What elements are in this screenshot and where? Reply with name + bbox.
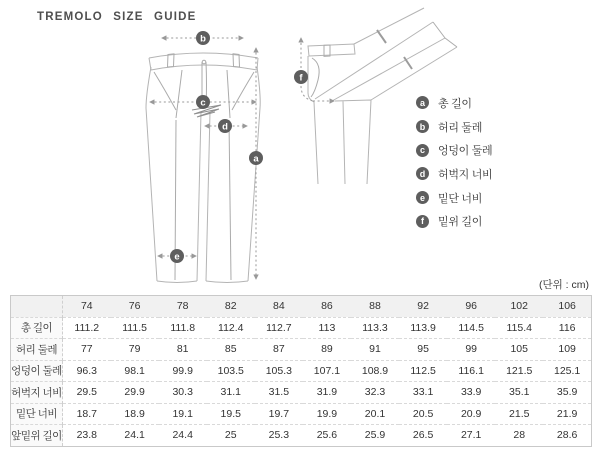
table-cell: 23.8 (63, 425, 111, 447)
legend-item-d (416, 162, 492, 186)
table-cell: 85 (207, 339, 255, 361)
table-col-header: 74 (63, 296, 111, 318)
table-cell: 99.9 (159, 360, 207, 382)
pleat-right (227, 70, 230, 118)
table-cell: 81 (159, 339, 207, 361)
table-col-header: 86 (303, 296, 351, 318)
legend (416, 91, 492, 233)
table-cell: 108.9 (351, 360, 399, 382)
table-cell: 107.1 (303, 360, 351, 382)
table-cell: 19.1 (159, 403, 207, 425)
legend-label: 밑단 너비 (438, 192, 483, 205)
legend-circle-a: a (416, 96, 429, 109)
legend-label: 엉덩이 둘레 (438, 145, 493, 158)
legend-label: 총 길이 (438, 97, 472, 110)
table-cell: 19.5 (207, 403, 255, 425)
table-cell: 79 (111, 339, 159, 361)
table-row (11, 360, 592, 382)
table-cell: 33.9 (447, 382, 495, 404)
table-cell: 30.3 (159, 382, 207, 404)
size-table-head-row (11, 296, 592, 318)
table-cell: 28.6 (543, 425, 591, 447)
table-cell: 20.5 (399, 403, 447, 425)
table-cell: 113 (303, 317, 351, 339)
legend-item-e (416, 186, 492, 210)
table-cell: 114.5 (447, 317, 495, 339)
table-cell: 25.3 (255, 425, 303, 447)
table-cell: 89 (303, 339, 351, 361)
table-row (11, 339, 592, 361)
table-col-header: 102 (495, 296, 543, 318)
marker-c (196, 95, 210, 109)
marker-e-letter: e (174, 251, 180, 263)
table-row-label: 허벅지 너비 (11, 382, 63, 404)
table-cell: 77 (63, 339, 111, 361)
legend-label: 밑위 길이 (438, 216, 483, 229)
table-cell: 25 (207, 425, 255, 447)
table-row-label: 앞밑위 길이 (11, 425, 63, 447)
legend-item-a (416, 91, 492, 115)
table-cell: 112.4 (207, 317, 255, 339)
table-cell: 115.4 (495, 317, 543, 339)
table-cell: 20.9 (447, 403, 495, 425)
side-waistband (308, 44, 355, 56)
size-table (10, 295, 592, 447)
crease-right (229, 120, 231, 280)
table-cell: 112.7 (255, 317, 303, 339)
table-cell: 26.5 (399, 425, 447, 447)
table-col-header: 76 (111, 296, 159, 318)
table-cell: 35.9 (543, 382, 591, 404)
table-cell: 105.3 (255, 360, 303, 382)
pleat-left (176, 70, 182, 118)
side-pocket-curve (311, 58, 319, 97)
table-cell: 31.1 (207, 382, 255, 404)
marker-f (294, 70, 308, 84)
legend-circle-e: e (416, 191, 429, 204)
table-cell: 112.5 (399, 360, 447, 382)
table-cell: 95 (399, 339, 447, 361)
table-row-label: 엉덩이 둘레 (11, 360, 63, 382)
table-cell: 121.5 (495, 360, 543, 382)
table-cell: 28 (495, 425, 543, 447)
marker-c-letter: c (200, 97, 206, 109)
table-col-header: 92 (399, 296, 447, 318)
measurement-marks (150, 31, 334, 279)
marker-b (196, 31, 210, 45)
table-cell: 31.9 (303, 382, 351, 404)
table-cell: 25.9 (351, 425, 399, 447)
table-cell: 33.1 (399, 382, 447, 404)
table-cell: 113.9 (399, 317, 447, 339)
side-front-edge (308, 56, 314, 102)
inseam-right (206, 112, 210, 281)
table-cell: 21.5 (495, 403, 543, 425)
hem-left (157, 281, 197, 283)
legend-circle-d: d (416, 167, 429, 180)
table-cell: 116.1 (447, 360, 495, 382)
table-cell: 91 (351, 339, 399, 361)
table-cell: 105 (495, 339, 543, 361)
table-col-header: 88 (351, 296, 399, 318)
table-cell: 98.1 (111, 360, 159, 382)
table-row (11, 425, 592, 447)
table-cell: 29.9 (111, 382, 159, 404)
belt-loop-right (233, 54, 240, 67)
pocket-left (154, 72, 176, 110)
table-col-header: 82 (207, 296, 255, 318)
marker-f-letter: f (299, 72, 303, 84)
marker-b-letter: b (200, 33, 206, 45)
table-row (11, 317, 592, 339)
table-col-header: 84 (255, 296, 303, 318)
marker-d (218, 119, 232, 133)
table-cell: 96.3 (63, 360, 111, 382)
table-row (11, 403, 592, 425)
table-cell: 19.7 (255, 403, 303, 425)
table-col-header: 106 (543, 296, 591, 318)
hem-right (206, 281, 248, 283)
marker-d-letter: d (222, 121, 228, 133)
legend-label: 허벅지 너비 (438, 168, 493, 181)
table-row-label: 밑단 너비 (11, 403, 63, 425)
table-row (11, 382, 592, 404)
measure-f-curve (301, 86, 313, 101)
table-cell: 18.7 (63, 403, 111, 425)
table-col-header: 78 (159, 296, 207, 318)
table-corner-cell (11, 296, 63, 318)
table-cell: 24.4 (159, 425, 207, 447)
legend-item-f (416, 209, 492, 233)
cuff-tick-a (377, 30, 386, 43)
table-cell: 27.1 (447, 425, 495, 447)
inseam-left (197, 112, 201, 281)
table-cell: 21.9 (543, 403, 591, 425)
table-col-header: 96 (447, 296, 495, 318)
table-cell: 99 (447, 339, 495, 361)
table-cell: 116 (543, 317, 591, 339)
table-cell: 29.5 (63, 382, 111, 404)
table-cell: 109 (543, 339, 591, 361)
pocket-right (232, 72, 254, 110)
pants-left-edge (146, 67, 157, 281)
front-pants-drawing (146, 53, 260, 283)
table-cell: 111.5 (111, 317, 159, 339)
side-belt-loop (324, 45, 330, 56)
legend-label: 허리 둘레 (438, 121, 483, 134)
table-cell: 18.9 (111, 403, 159, 425)
marker-a (249, 151, 263, 165)
table-cell: 19.9 (303, 403, 351, 425)
marker-a-letter: a (253, 153, 259, 165)
waistband (149, 53, 258, 70)
table-cell: 35.1 (495, 382, 543, 404)
waist-button (202, 60, 206, 64)
legend-circle-b: b (416, 120, 429, 133)
table-cell: 31.5 (255, 382, 303, 404)
legend-item-c (416, 138, 492, 162)
table-cell: 25.6 (303, 425, 351, 447)
table-cell: 24.1 (111, 425, 159, 447)
table-cell: 103.5 (207, 360, 255, 382)
legend-circle-f: f (416, 215, 429, 228)
table-cell: 20.1 (351, 403, 399, 425)
belt-loop-left (168, 54, 175, 67)
table-cell: 87 (255, 339, 303, 361)
pants-right-edge (248, 67, 260, 281)
unit-note: (단위 : cm) (538, 279, 589, 291)
size-table-body (11, 317, 592, 446)
table-cell: 113.3 (351, 317, 399, 339)
page-title: TREMOLO SIZE GUIDE (37, 11, 197, 23)
down-leg (314, 100, 371, 184)
table-cell: 125.1 (543, 360, 591, 382)
legend-circle-c: c (416, 144, 429, 157)
marker-e (170, 249, 184, 263)
table-cell: 32.3 (351, 382, 399, 404)
table-row-label: 총 길이 (11, 317, 63, 339)
table-row-label: 허리 둘레 (11, 339, 63, 361)
table-cell: 111.8 (159, 317, 207, 339)
table-cell: 111.2 (63, 317, 111, 339)
legend-item-b (416, 115, 492, 139)
